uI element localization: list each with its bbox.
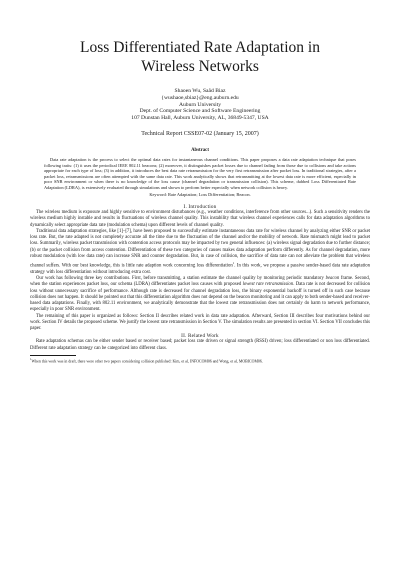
author-names: Shaoen Wu, Saâd Biaz xyxy=(174,88,226,94)
author-university: Auburn University xyxy=(178,101,222,108)
intro-paragraph-3-text-c: . Data rate is not decreased for collision loss without unnecessary sacrifice of performance. Although rate is decreased for channel degradation loss, the binary exponential backoff is turned off in such case because collision does not happen. It should be pointed out that this differentiation algorithm does not depend on the beacon monitoring and it can apply to both sender-based and receiver-based data adaptations. Finally, with 802.11 environment, we analytically demonstrate that the lowest rate retransmission does not certainly do harm to network performance, especially in poor SNR environment. xyxy=(30,282,370,313)
footnote-number: 1 xyxy=(30,356,32,361)
abstract-heading: Abstract xyxy=(191,147,209,153)
author-block xyxy=(30,88,370,122)
section-heading-related-work: II. Related Work xyxy=(181,333,219,340)
footnote-text: When this work was in draft, there were other two papers considering collision published: Kim, et al, INFOCOM06 and Wong, et al, MOBICOM06. xyxy=(31,359,263,364)
report-number: Technical Report CSSE07-02 (January 15, 2007) xyxy=(141,130,259,137)
intro-paragraph-3 xyxy=(30,276,370,314)
intro-paragraph-2 xyxy=(30,229,370,276)
intro-paragraph-3-emphasis-lowest-rate: lowest rate retransmission xyxy=(242,282,294,288)
intro-paragraph-4: The remaining of this paper is organized as follows: Section II describes related work in data rate adaptation. Afterward, Section III describes four motivations behind our work. Section IV details the proposed scheme. We justify the lowest rate retransmission in Section V. The simulation results are presented in section VI. Section VII concludes this paper. xyxy=(30,313,371,332)
footnote xyxy=(30,357,370,364)
related-paragraph-1: Rate adaptation schemas can be either sender based or receiver based; packet loss rate driven or signal strength (RSSI) driven; loss differentiated or non loss differentiated. Different rate adaptation strategy can be categorized into different class. xyxy=(30,339,370,351)
paper-title: Loss Differentiated Rate Adaptation in Wireless Networks xyxy=(80,39,320,75)
footnote-marker: 1 xyxy=(232,261,235,266)
intro-paragraph-2-text: Traditional data adaptation strategies, like [1]–[7], have been proposed to successfully estimate instantaneous data rate for wireless channel by analyzing either SNR or packet loss rate. But, the rate adapted is not completely accurate all the time due to the fluctuation of the channel and/or the mobility of network. Rate mismatch might lead to packet loss. Summarily, wireless packet transmission with contention access protocols may be impacted by two general influences: (a) wireless signal degradation due to further distance; (b) or the packet collision from access contention. Differentiation of these two categories of causes makes data adaptation perform differently. As for channel degradation, more robust modulation (with low data rate) can increase SNR and counter degradation. But, in case of collision, the sacrifice of data rate can not alleviate the problem that wireless channel suffers. With our best knowledge, this is little rate adaption work concerning loss differentiation xyxy=(30,228,370,269)
intro-paragraph-1: The wireless medium is exposure and highly sensitive to environment disturbances (e.g., weather conditions, interference from other sources...). Such a sensitivity renders the wireless medium highly instable and results in fluctuations of wireless channel quality. This instability that wireless channel experiences calls for data adaptation algorithms to dynamically select appropriate data rate (modulation schema) upon different levels of channel quality. xyxy=(30,210,370,228)
intro-paragraph-3-text-b: frame. Second, when the station experiences packet loss, our schema (LDRA) differentiates packet loss causes with proposed xyxy=(30,276,370,288)
intro-paragraph-3-emphasis-beacon: beacon xyxy=(325,276,340,282)
author-email: {wushaoe,sbiaz}@eng.auburn.edu xyxy=(161,94,239,101)
author-address: 107 Dunstan Hall, Auburn University, AL, 36849-5347, USA xyxy=(131,115,269,122)
author-department: Dept. of Computer Science and Software Engineering xyxy=(139,108,261,115)
intro-paragraph-3-text-a: Our work has following three key contributions. First, before transmitting, a station estimate the channel quality by monitoring periodic mandatory xyxy=(36,276,326,282)
abstract-text: Data rate adaptation is the process to select the optimal data rates for instantaneous channel conditions. This paper proposes a data rate adaptation technique that poses following traits: (1) it uses the periodical IEEE 802.11 beacons; (2) moreover, it distinguishes packet losses due to channel fading from those due to collisions and take actions appropriate for each type of loss; (3) in addition, it introduces the best data rate retransmission for the very first retransmission after packet loss. In traditional strategies, after a packet loss, retransmissions are often attempted with the same data rate. This work analytically shows that retransmitting at the lowest data rate is more efficient, especially in poor SNR environment or when there is no knowledge of the loss cause (channel degradation or transmission collision). This scheme, dubbed Loss Differentiated Rate Adaptation (LDRA), is extensively evaluated through simulations and shown to perform better especially when network collision is heavy. xyxy=(44,156,356,190)
keywords: Keyword: Rate Adaptation; Loss Differentiation; Beacon. xyxy=(149,191,251,197)
footnote-divider xyxy=(30,355,76,356)
section-heading-introduction: I. Introduction xyxy=(183,204,217,211)
intro-paragraph-2-end: . In this work, we propose a passive sender-based data rate adaptation strategy with loss differentiation without introducing extra cost. xyxy=(30,263,370,275)
